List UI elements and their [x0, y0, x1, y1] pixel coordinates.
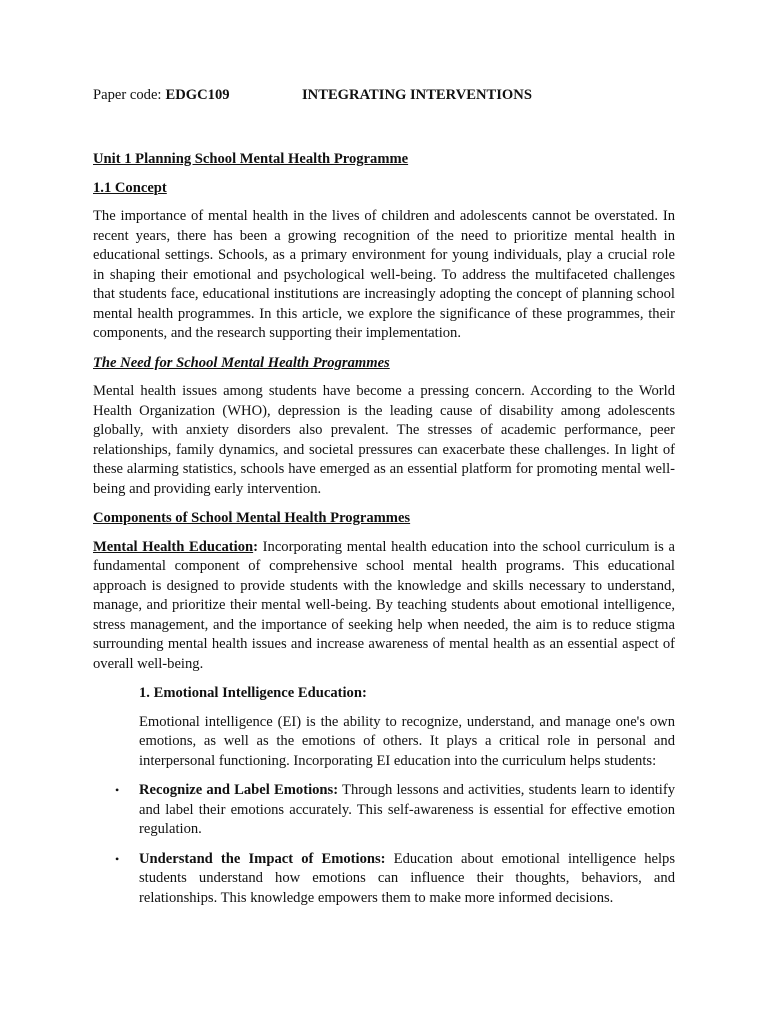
- need-heading: The Need for School Mental Health Programmes: [93, 354, 390, 371]
- mental-health-education-text: Incorporating mental health education into the school curriculum is a fundamental component of comprehensive school mental health programs. This educational approach is designed to provide students with the knowledge and skills necessary to understand, manage, and prioritize their mental well-being. By teaching students about emotional intelligence, stress management, and the importance of seeking help when needed, the aim is to reduce stigma surrounding mental health issues and increase awareness of mental health as an essential aspect of overall well-being.: [93, 538, 675, 672]
- ei-paragraph: Emotional intelligence (EI) is the ability to recognize, understand, and manage one's own emotions, as well as the emotions of others. It plays a critical role in personal and interpersonal functioning. Incorporating EI education into the curriculum helps students:: [139, 713, 675, 769]
- ei-section: [93, 684, 675, 771]
- bullet-label: Recognize and Label Emotions:: [139, 782, 339, 798]
- paper-code-value: EDGC109: [165, 87, 230, 103]
- mental-health-education-lead: Mental Health Education: [93, 538, 254, 555]
- need-paragraph: Mental health issues among students have become a pressing concern. According to the World Health Organization (WHO), depression is the leading cause of disability among adolescents globally, with anxiety disorders also prevalent. The stresses of academic performance, peer relationships, family dynamics, and societal pressures can exacerbate these challenges. In light of these alarming statistics, schools have emerged as an essential platform for promoting mental well-being and providing early intervention.: [93, 383, 675, 497]
- mental-health-education-paragraph: [93, 538, 675, 675]
- bullet-label: Understand the Impact of Emotions:: [139, 850, 386, 867]
- paper-code-label: Paper code:: [93, 87, 162, 103]
- list-item: [93, 850, 675, 909]
- paper-title: INTEGRATING INTERVENTIONS: [302, 87, 532, 103]
- mental-health-education-colon: :: [253, 538, 258, 555]
- ei-heading: 1. Emotional Intelligence Education:: [139, 685, 367, 701]
- intro-paragraph: The importance of mental health in the lives of children and adolescents cannot be overstated. In recent years, there has been a growing recognition of the need to prioritize mental health in educational settings. Schools, as a primary environment for young individuals, play a crucial role in shaping their emotional and psychological well-being. To address the multifaceted challenges that students face, educational institutions are increasingly adopting the concept of planning school mental health programmes. In this article, we explore the significance of these programmes, their components, and the research supporting their implementation.: [93, 208, 675, 341]
- paper-header: [93, 86, 675, 106]
- bullet-icon: •: [115, 783, 120, 797]
- components-heading: Components of School Mental Health Programmes: [93, 510, 411, 526]
- list-item: [93, 781, 675, 840]
- bullet-text: Education about emotional intelligence helps students understand how emotions can influence their thoughts, behaviors, and relationships. This knowledge empowers them to make more informed decisions.: [139, 850, 675, 906]
- document-page: [93, 86, 675, 918]
- section-title: 1.1 Concept: [93, 179, 167, 196]
- unit-title: Unit 1 Planning School Mental Health Programme: [93, 151, 409, 167]
- ei-bullet-list: [93, 781, 675, 908]
- bullet-icon: •: [115, 851, 120, 866]
- bullet-text: Through lessons and activities, students learn to identify and label their emotions accurately. This self-awareness is essential for effective emotion regulation.: [139, 782, 676, 837]
